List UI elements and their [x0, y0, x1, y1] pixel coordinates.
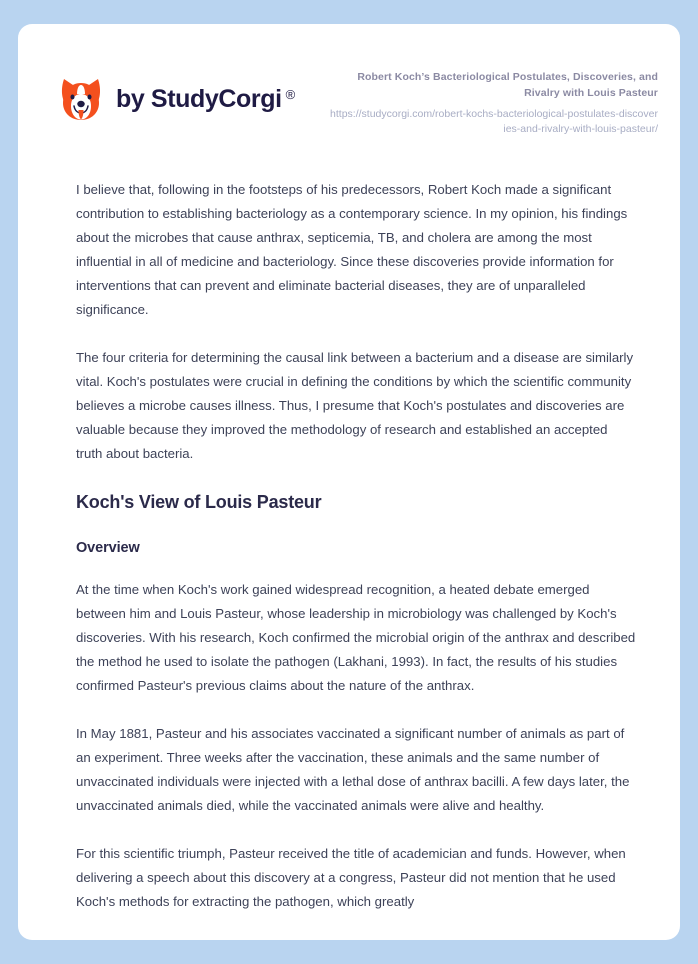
brand-wordmark — [116, 84, 295, 113]
document-page-card — [18, 24, 680, 940]
document-title: Robert Koch’s Bacteriological Postulates, Discoveries, and Rivalry with Louis Pasteur — [357, 71, 658, 99]
paragraph: I believe that, following in the footsteps of his predecessors, Robert Koch made a significant contribution to establishing bacteriology as a contemporary science. In my opinion, his findings about the microbes that cause anthrax, septicemia, TB, and cholera are among the most influential in all of medicine and bacteriology. Since these discoveries provide information for interventions that can prevent and eliminate bacterial diseases, they are of unparalleled significance. — [76, 182, 628, 317]
page-header — [18, 24, 680, 138]
document-url[interactable]: https://studycorgi.com/robert-kochs-bacteriological-postulates-discoveries-and-rivalry-with-louis-pasteur/ — [330, 107, 658, 136]
article-body — [18, 178, 680, 914]
corgi-logo-icon — [56, 74, 106, 124]
registered-trademark-icon: ® — [285, 86, 295, 102]
paragraph: For this scientific triumph, Pasteur received the title of academician and funds. However, when delivering a speech about this discovery at a congress, Pasteur did not mention that he used Koch's methods for extracting the pathogen, which greatly — [76, 846, 626, 909]
paragraph: The four criteria for determining the causal link between a bacterium and a disease are similarly vital. Koch's postulates were crucial in defining the conditions by which the scientific community believes a microbe causes illness. Thus, I presume that Koch's postulates and discoveries are valuable because they improved the methodology of research and established an accepted truth about bacteria. — [76, 350, 634, 461]
sub-heading: Overview — [76, 540, 140, 556]
brand-name-text: by StudyCorgi — [116, 84, 282, 113]
brand-logo-block[interactable] — [56, 68, 295, 124]
document-meta — [328, 68, 658, 138]
paragraph: In May 1881, Pasteur and his associates vaccinated a significant number of animals as part of an experiment. Three weeks after the vaccination, these animals and the same number of unvaccinated individuals were injected with a lethal dose of anthrax bacilli. A few days later, the unvaccinated animals died, while the vaccinated animals were alive and healthy. — [76, 726, 630, 813]
section-heading: Koch's View of Louis Pasteur — [76, 492, 322, 512]
paragraph: At the time when Koch's work gained widespread recognition, a heated debate emerged between him and Louis Pasteur, whose leadership in microbiology was challenged by Koch's discoveries. With his research, Koch confirmed the microbial origin of the anthrax and described the method he used to isolate the pathogen (Lakhani, 1993). In fact, the results of his studies confirmed Pasteur's previous claims about the nature of the anthrax. — [76, 582, 636, 693]
